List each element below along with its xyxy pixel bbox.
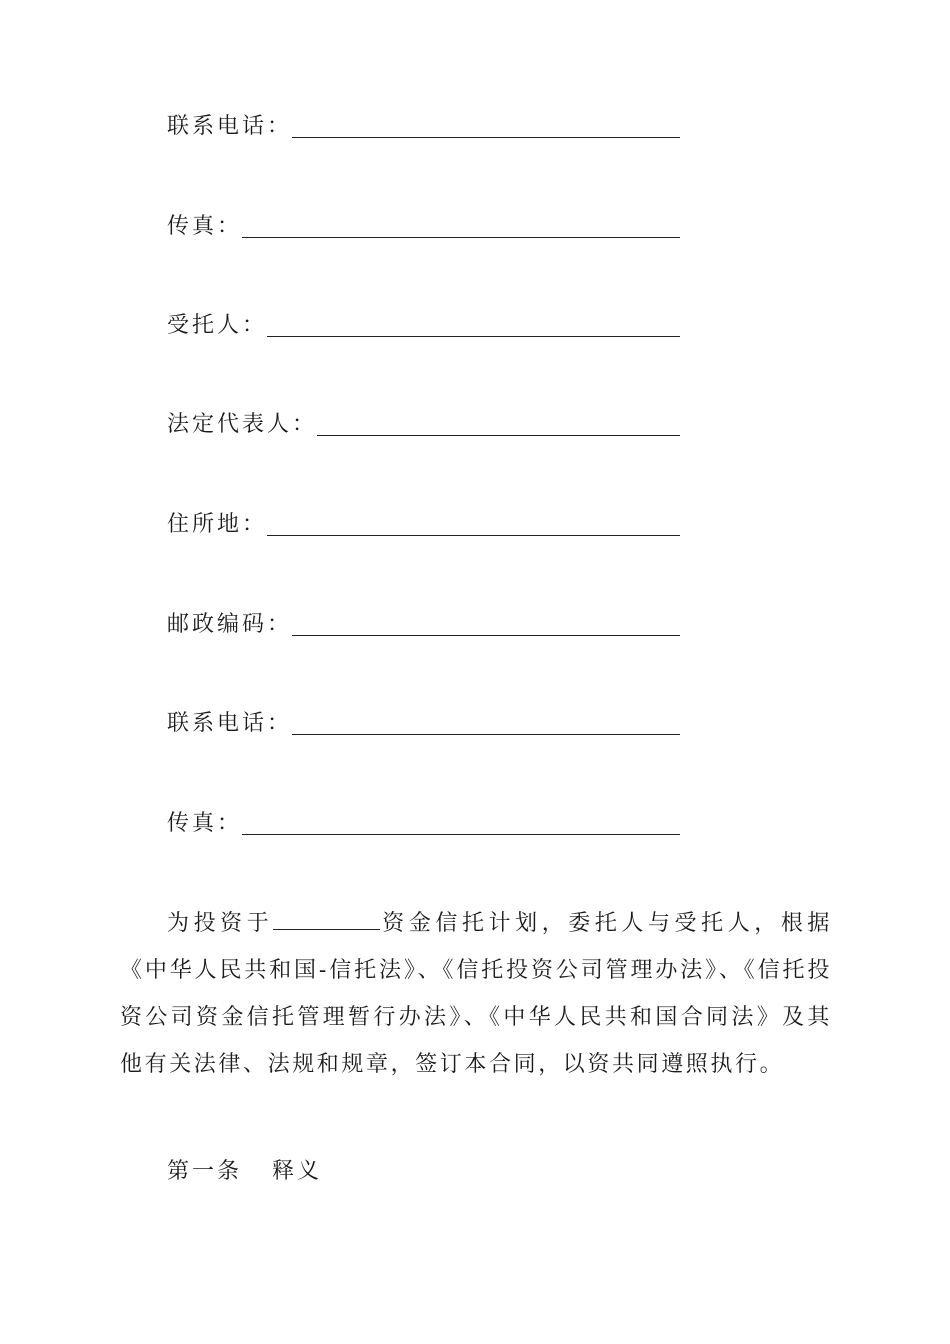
fill-in-line <box>292 136 680 138</box>
field-label: 住所地： <box>167 512 268 537</box>
field-label: 传真： <box>167 811 243 836</box>
field-label: 法定代表人： <box>167 412 318 437</box>
trustee-phone-field <box>167 703 680 737</box>
preamble-text-rest: 资金信托计划，委托人与受托人，根据《中华人民共和国-信托法》、《信托投资公司管理办法》、《信托投资公司资金信托管理暂行办法》、《中华人民共和国合同法》及其他有关法律、法规和规章，签订本合同，以资共同遵照执行。 <box>120 911 833 1077</box>
trustee-fax-field <box>167 803 680 837</box>
postal-code-field <box>167 604 680 638</box>
field-label: 联系电话： <box>167 711 293 736</box>
fill-in-line <box>267 534 680 536</box>
party-a-phone-field <box>167 106 680 140</box>
fill-in-line <box>292 634 680 636</box>
field-label: 邮政编码： <box>167 612 293 637</box>
field-label: 传真： <box>167 214 243 239</box>
legal-representative-field <box>167 404 680 438</box>
fill-in-line <box>292 733 680 735</box>
preamble-paragraph <box>120 900 832 1088</box>
field-label: 受托人： <box>167 313 268 338</box>
article-title: 释义 <box>272 1159 323 1184</box>
party-a-fax-field <box>167 206 680 240</box>
fill-in-line <box>242 236 680 238</box>
article-number: 第一条 <box>167 1159 243 1184</box>
fill-in-line <box>267 335 680 337</box>
article-heading <box>167 1154 322 1185</box>
fill-in-line <box>242 833 680 835</box>
domicile-field <box>167 504 680 538</box>
preamble-text-start: 为投资于 <box>167 911 274 936</box>
fill-in-line <box>317 434 680 436</box>
investment-target-blank <box>273 928 380 930</box>
field-label: 联系电话： <box>167 114 293 139</box>
trustee-field <box>167 305 680 339</box>
